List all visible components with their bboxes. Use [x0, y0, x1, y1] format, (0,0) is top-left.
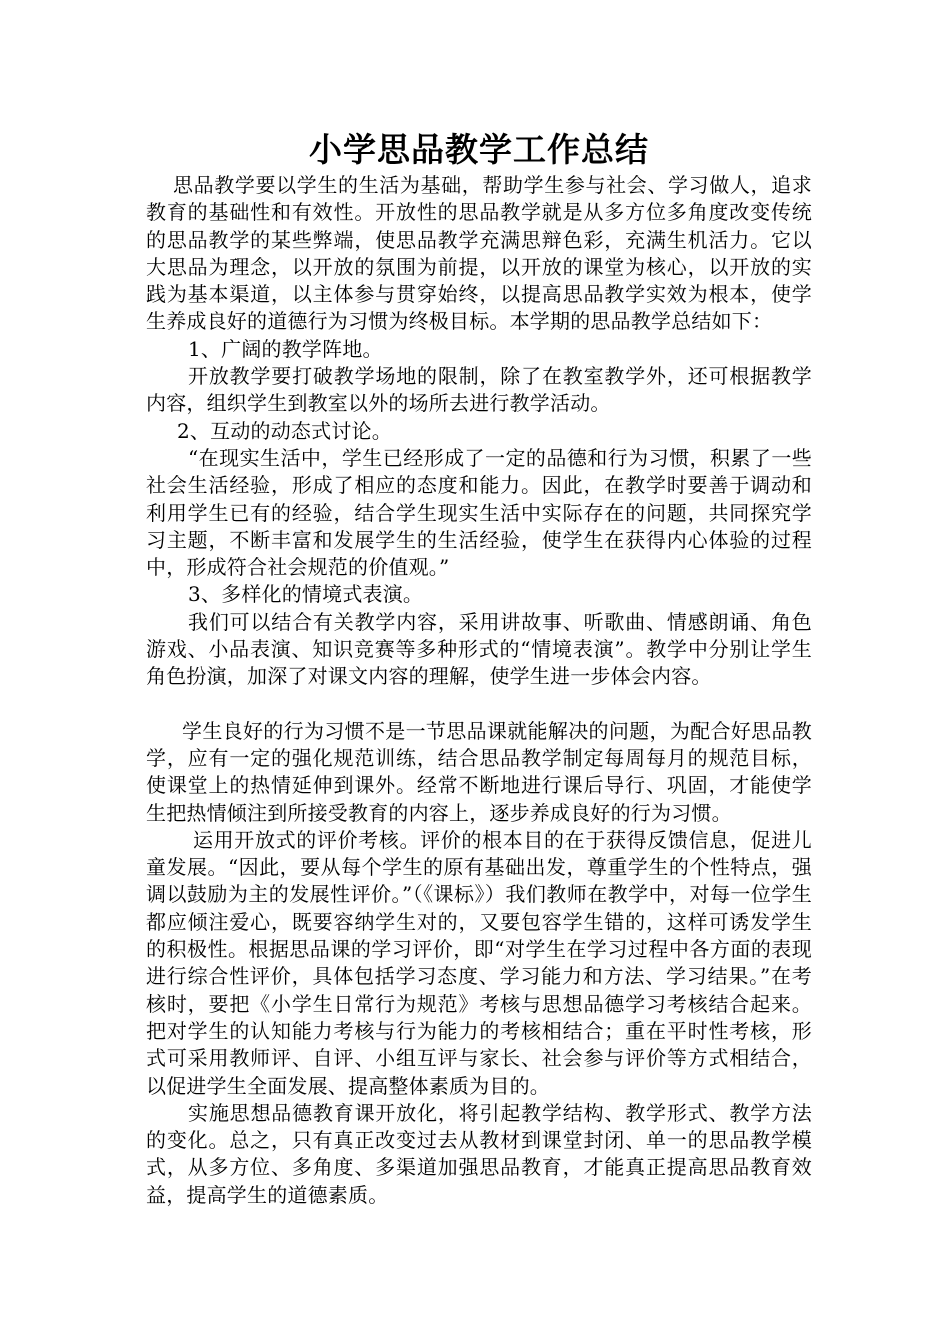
section-body-3: 我们可以结合有关教学内容，采用讲故事、听歌曲、情感朗诵、角色游戏、小品表演、知识竞赛等多种形式的“情境表演”。教学中分别让学生角色扮演，加深了对课文内容的理解，使学生进一步体会内容。	[146, 609, 812, 689]
section-heading-3: 3、多样化的情境式表演。	[188, 582, 424, 607]
conclusion-paragraph: 实施思想品德教育课开放化，将引起教学结构、教学形式、教学方法的变化。总之，只有真正改变过去从教材到课堂封闭、单一的思品教学模式，从多方位、多角度、多渠道加强思品教育，才能真正提高思品教育效益，提高学生的道德素质。	[146, 1100, 812, 1207]
section-body-2: “在现实生活中，学生已经形成了一定的品德和行为习惯，积累了一些社会生活经验，形成了相应的态度和能力。因此，在教学时要善于调动和利用学生已有的经验，结合学生现实生活中实际存在的问题，共同探究学习主题，不断丰富和发展学生的生活经验，使学生在获得内心体验的过程中，形成符合社会规范的价值观。”	[146, 445, 812, 580]
document-title: 小学思品教学工作总结	[309, 130, 649, 169]
section-heading-1: 1、广阔的教学阵地。	[188, 336, 383, 361]
document-page	[146, 128, 812, 1209]
evaluation-paragraph: 运用开放式的评价考核。评价的根本目的在于获得反馈信息，促进儿童发展。“因此，要从每个学生的原有基础出发，尊重学生的个性特点，强调以鼓励为主的发展性评价。”（《课标》）我们教师在教学中，对每一位学生都应倾注爱心，既要容纳学生对的，又要包容学生错的，这样可诱发学生的积极性。根据思品课的学习评价，即“对学生在学习过程中各方面的表现进行综合性评价，具体包括学习态度、学习能力和方法、学习结果。”在考核时，要把《小学生日常行为规范》考核与思想品德学习考核结合起来。把对学生的认知能力考核与行为能力的考核相结合；重在平时性考核，形式可采用教师评、自评、小组互评与家长、社会参与评价等方式相结合，以促进学生全面发展、提高整体素质为目的。	[146, 827, 812, 1098]
habit-paragraph: 学生良好的行为习惯不是一节思品课就能解决的问题，为配合好思品教学，应有一定的强化规范训练，结合思品教学制定每周每月的规范目标，使课堂上的热情延伸到课外。经常不断地进行课后导行、巩固，才能使学生把热情倾注到所接受教育的内容上，逐步养成良好的行为习惯。	[146, 718, 812, 825]
section-heading-2: 2、互动的动态式讨论。	[177, 418, 392, 443]
intro-paragraph: 思品教学要以学生的生活为基础，帮助学生参与社会、学习做人，追求教育的基础性和有效性。开放性的思品教学就是从多方位多角度改变传统的思品教学的某些弊端，使思品教学充满思辩色彩，充满生机活力。它以大思品为理念，以开放的氛围为前提，以开放的课堂为核心，以开放的实践为基本渠道，以主体参与贯穿始终，以提高思品教学实效为根本，使学生养成良好的道德行为习惯为终极目标。本学期的思品教学总结如下：	[146, 173, 812, 334]
blank-line	[146, 691, 812, 718]
section-body-1: 开放教学要打破教学场地的限制，除了在教室教学外，还可根据教学内容，组织学生到教室以外的场所去进行教学活动。	[146, 364, 812, 416]
